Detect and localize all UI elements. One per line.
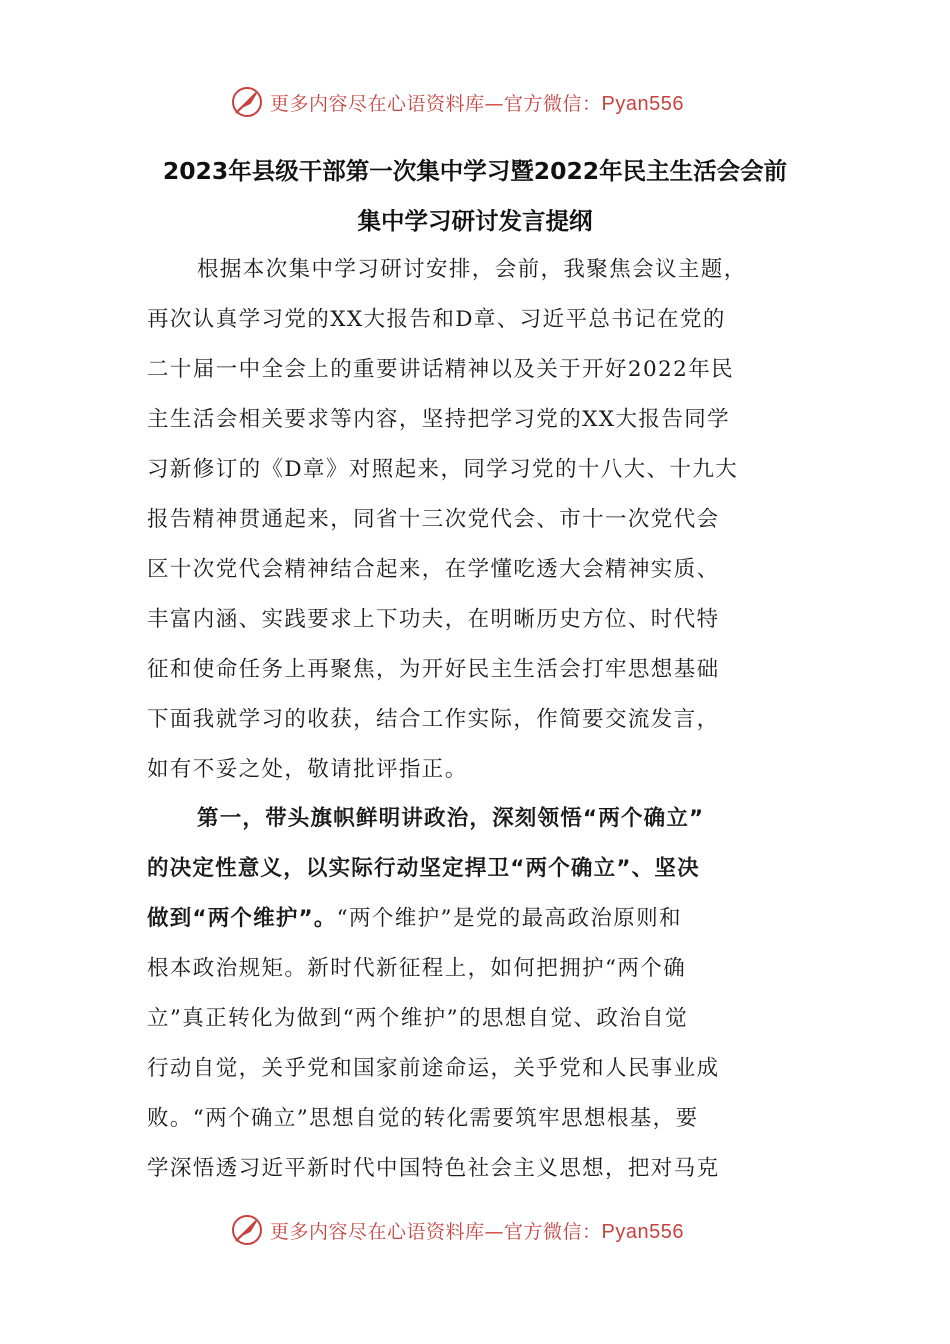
text-line: 如有不妥之处，敬请批评指正。: [147, 757, 468, 782]
wechat-id: Pyan556: [601, 92, 684, 115]
quill-logo-icon: [230, 1213, 264, 1247]
text-line: 再次认真学习党的XX大报告和D章、习近平总书记在党的: [147, 307, 726, 332]
text-line: 行动自觉，关乎党和国家前途命运，关乎党和人民事业成: [147, 1056, 720, 1081]
text-line: 败。“两个确立”思想自觉的转化需要筑牢思想根基，要: [147, 1106, 699, 1131]
watermark-banner-top: [230, 82, 750, 122]
paragraph-intro: [147, 245, 837, 795]
watermark-text: 更多内容尽在心语资料库—官方微信：Pyan556: [270, 92, 684, 115]
section-heading-tail: 做到“两个维护”。: [147, 906, 337, 931]
wechat-id: Pyan556: [601, 1220, 684, 1243]
text-line: 征和使命任务上再聚焦，为开好民主生活会打牢思想基础: [147, 657, 720, 682]
text-line: 根据本次集中学习研讨安排，会前，我聚焦会议主题，: [197, 257, 747, 282]
text-line: [147, 894, 837, 944]
text-line: 立”真正转化为做到“两个维护”的思想自觉、政治自觉: [147, 1006, 688, 1031]
text-line: 丰富内涵、实践要求上下功夫，在明晰历史方位、时代特: [147, 607, 720, 632]
quill-logo-icon: [230, 85, 264, 119]
text-line: 报告精神贯通起来，同省十三次党代会、市十一次党代会: [147, 507, 720, 532]
text-line: 主生活会相关要求等内容，坚持把学习党的XX大报告同学: [147, 407, 731, 432]
text-line: 下面我就学习的收获，结合工作实际，作简要交流发言，: [147, 707, 720, 732]
text-line: 学深悟透习近平新时代中国特色社会主义思想，把对马克: [147, 1156, 720, 1181]
watermark-text: 更多内容尽在心语资料库—官方微信：Pyan556: [270, 1220, 684, 1243]
text-line: 习新修订的《D章》对照起来，同学习党的十八大、十九大: [147, 457, 739, 482]
document-title-line2: 集中学习研讨发言提纲: [357, 207, 593, 235]
text-span: “两个维护”是党的最高政治原则和: [336, 906, 682, 931]
text-line: 根本政治规矩。新时代新征程上，如何把拥护“两个确: [147, 956, 687, 981]
paragraph-first-point: [147, 794, 837, 1194]
section-heading-line: 的决定性意义，以实际行动坚定捍卫“两个确立”、坚决: [147, 856, 700, 881]
document-title-line1: 2023年县级干部第一次集中学习暨2022年民主生活会会前: [162, 157, 788, 185]
section-heading-line: 第一，带头旗帜鲜明讲政治，深刻领悟“两个确立”: [197, 806, 705, 831]
text-line: 区十次党代会精神结合起来，在学懂吃透大会精神实质、: [147, 557, 720, 582]
watermark-banner-bottom: [230, 1210, 750, 1250]
text-line: 二十届一中全会上的重要讲话精神以及关于开好2022年民: [147, 357, 735, 382]
